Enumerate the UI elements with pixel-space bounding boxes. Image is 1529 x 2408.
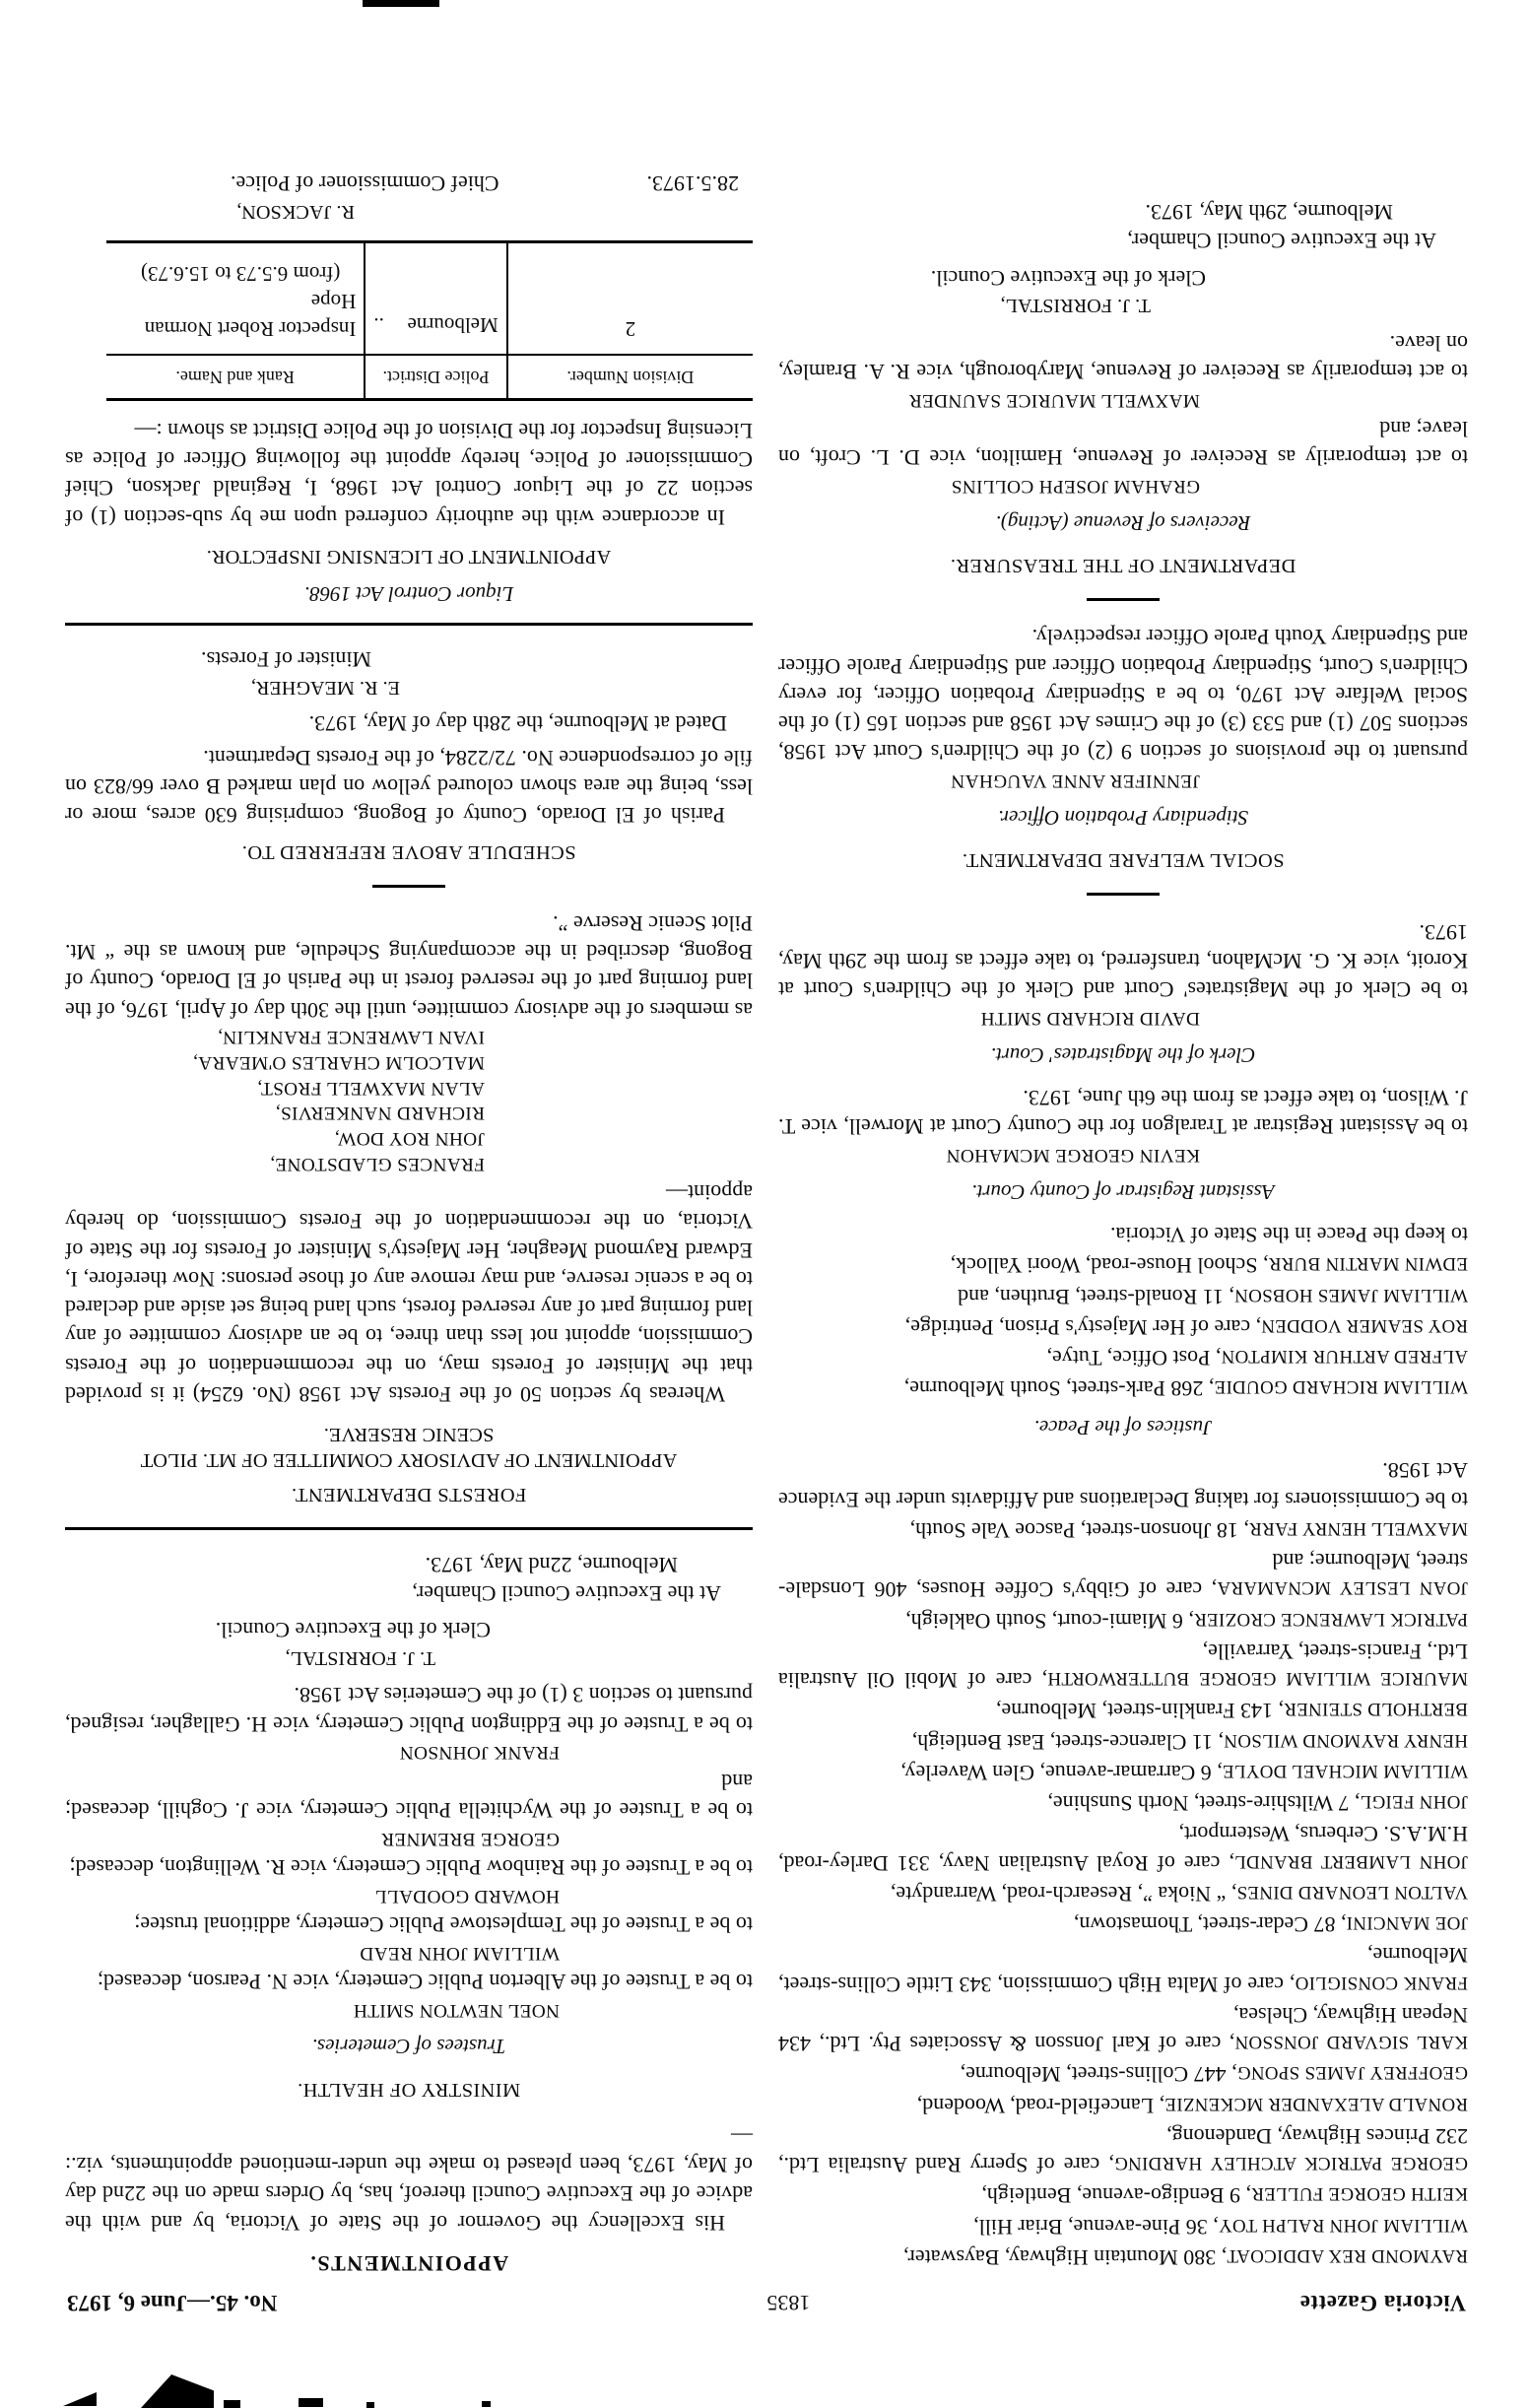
commissioner-entry: [778, 1759, 1468, 1787]
commissioner-entry: [778, 1697, 1468, 1725]
committee-member: MALCOLM CHARLES O'MEARA,: [192, 1052, 485, 1074]
receiver-body: to act temporarily as Receiver of Revenue, Hamilton, vice D. L. Croft, on leave; and: [778, 416, 1468, 471]
schedule-body: Parish of El Dorado, County of Bogong, comprising 630 acres, more or less, being the area shown coloured yellow on plan marked B over 66/823 on file of correspondence No. 72/2284, of the Forests Department.: [65, 745, 753, 829]
appointee-name: JOE MANCINI: [1346, 1912, 1468, 1934]
forests-notice-title: APPOINTMENT OF ADVISORY COMMITTEE OF MT. PILOT SCENIC RESERVE.: [140, 1423, 678, 1472]
justice-entry: [778, 1313, 1468, 1342]
commissioners-closing: to be Commissioners for taking Declarations and Affidavits under the Evidence Act 1958.: [778, 1458, 1468, 1512]
appointee-address: , 447 Collins-street, Melbourne,: [960, 2062, 1237, 2088]
scan-artifact: [363, 0, 439, 7]
right-column: [65, 169, 753, 2278]
appointee-address: , 268 Park-street, South Melbourne,: [903, 1376, 1215, 1402]
appointee-name: WILLIAM RICHARD GOUDIE: [1214, 1376, 1468, 1398]
appointee-name: MAXWELL MAURICE SAUNDER: [908, 389, 1200, 411]
appointee-address: , School House-road, Woori Yallock,: [950, 1253, 1269, 1279]
forests-body: Whereas by section 50 of the Forests Act 1958 (No. 6254) it is provided that the Minister of Forests may, on the recommendation of the Forests Commission, appoint not less than three, to be an advisory committee of any land forming part of any reserved forest, such land being set aside and declared to be a scenic reserve, and may remove any of those persons: Now therefore, I, Edward Raymond Meagher, Her Majesty's Minister of Forests for the State of Victoria, on the recommendation of the Forests Commission, do hereby appoint—: [65, 1180, 753, 1407]
appointee-name: GRAHAM JOSEPH COLLINS: [951, 475, 1200, 497]
appointee-address: , 11 Ronald-street, Bruthen, and: [958, 1284, 1234, 1309]
signature-role: Chief Commissioner of Police.: [230, 171, 499, 197]
appointee-address: , care of Mobil Oil Australia Ltd., Francis-street, Yarraville,: [778, 1639, 1468, 1694]
justice-entry: [778, 1344, 1468, 1372]
appointee-name: WILLIAM JOHN READ: [360, 1942, 560, 1964]
committee-member: JOHN ROY DOW,: [334, 1128, 485, 1150]
appointee-address: , 380 Mountain Highway, Bayswater,: [902, 2245, 1228, 2270]
rank-and-name-cell: [106, 242, 365, 355]
licensing-inspector-table: [106, 240, 753, 400]
signature-name: E. R. MEAGHER,: [250, 677, 400, 700]
section-divider: [1087, 893, 1160, 896]
appointee-name: ROY SEAMER VODDEN: [1261, 1314, 1468, 1336]
appointee-name: GEORGE BREMNER: [380, 1828, 560, 1849]
appointee-name: PATRICK LAWRENCE CROZIER: [1193, 1608, 1468, 1630]
jackson-signature-block: [65, 169, 753, 225]
appointee-name: KARL SIGVARD JONSSON: [1234, 2032, 1468, 2053]
trustee-body: to be a Trustee of the Alberton Public Cemetery, vice N. Pearson, deceased;: [97, 1969, 753, 1994]
scan-artifact: [366, 2402, 374, 2408]
signature-name: T. J. FORRISTAL,: [285, 1647, 435, 1670]
clerk-heading: Clerk of the Magistrates' Court.: [990, 1042, 1256, 1067]
appointee-name: DAVID RICHARD SMITH: [980, 1007, 1200, 1029]
social-welfare-dept-heading: SOCIAL WELFARE DEPARTMENT.: [962, 849, 1285, 872]
clerk-body: to be Clerk of the Magistrates' Court and Clerk of the Children's Court at Koroit, vice K. G. McMahon, transferred, to take effect as from the 29th May, 1973.: [778, 919, 1468, 1003]
commissioner-entry: [778, 1728, 1468, 1757]
committee-member: RICHARD NANKERVIS,: [275, 1103, 485, 1124]
signature-date: 28.5.1973.: [646, 171, 739, 197]
commissioner-entry: [778, 1516, 1468, 1545]
division-number-cell: 2: [625, 317, 636, 342]
publication-title: Victoria Gazette: [1299, 2291, 1466, 2315]
appointee-address: , 9 Bendigo-avenue, Bentleigh,: [981, 2183, 1252, 2209]
signature-place: At the Executive Council Chamber,: [1127, 229, 1436, 254]
officer-rank-name: Inspector Robert Norman Hope: [144, 290, 357, 342]
appointee-name: HENRY RAYMOND WILSON: [1224, 1729, 1468, 1751]
column-header-division-number: Division Number.: [507, 355, 753, 399]
appointee-name: RONALD ALEXANDER MCKENZIE: [1164, 2093, 1468, 2114]
appointee-name: VALTON LEONARD DINES: [1236, 1882, 1468, 1903]
treasurer-dept-heading: DEPARTMENT OF THE TREASURER.: [950, 555, 1296, 577]
committee-member: FRANCES GLADSTONE,: [269, 1153, 485, 1174]
appointments-heading: APPOINTMENTS.: [308, 2251, 509, 2276]
appointee-address: , care of Malta High Commission, 343 Little Collins-street, Melbourne,: [778, 1943, 1468, 1997]
social-welfare-body: pursuant to the provisions of section 9 (2) of the Children's Court Act 1958, sections 507 (1) and 533 (3) of the Crimes Act 1958 and section 165 (1) of the Social Welfare Act 1970, to be a Stipendiary Probation Officer, for every Children's Court, Stipendiary Probation Officer and Stipendiary Parole Officer and Stipendiary Youth Parole Officer respectively.: [778, 625, 1468, 766]
appointee-name: WILLIAM JAMES HOBSON: [1233, 1284, 1468, 1305]
forests-body-continued: as members of the advisory committee, until the 30th day of April, 1976, of the land forming part of the reserved forest in the Parish of El Dorado, County of Bogong, described in the accompanying Schedule, and known as the “ Mt. Pilot Scenic Reserve ”.: [65, 910, 753, 1023]
appointee-address: , “ Nioka ”, Research-road, Warrandyte,: [890, 1882, 1237, 1906]
commissioner-entry: [778, 2092, 1468, 2120]
scan-artifact: [299, 2398, 323, 2407]
justice-entry: [778, 1251, 1468, 1280]
commissioner-entry: [778, 2001, 1468, 2059]
appointee-name: RAYMOND REX ADDICOAT: [1227, 2245, 1468, 2266]
justice-entry: [778, 1282, 1468, 1310]
appointee-address: , 36 Pine-avenue, Briar Hill,: [973, 2214, 1219, 2240]
signature-name: R. JACKSON,: [236, 201, 355, 224]
appointee-name: FRANK CONSIGLIO: [1295, 1972, 1468, 1993]
appointee-name: MAURICE WILLIAM GEORGE BUTTERWORTH: [1047, 1668, 1468, 1690]
appointee-address: , 11 Clarence-street, East Bentleigh,: [911, 1729, 1225, 1755]
signature-date: Melbourne, 29th May, 1973.: [1145, 200, 1393, 226]
appointee-address: , Post Office, Tutye,: [1046, 1346, 1222, 1371]
section-divider: [372, 885, 445, 888]
appointee-name: HOWARD GOODALL: [374, 1885, 560, 1906]
registrar-heading: Assistant Registrar of County Court.: [971, 1179, 1275, 1204]
commissioner-entry: [778, 1910, 1468, 1939]
commissioner-entry: [778, 2213, 1468, 2241]
commissioner-entry: [778, 1880, 1468, 1908]
appointments-intro: His Excellency the Governor of the State of Victoria, by and with the advice of the Executive Council thereof, has, by Orders made on the 22nd day of May, 1973, been pleased to make the under-mentioned appointments, viz.:—: [65, 2124, 753, 2236]
column-header-police-district: Police District.: [365, 355, 506, 399]
column-header-rank-and-name: Rank and Name.: [106, 355, 365, 399]
page-number: 1835: [766, 2291, 811, 2315]
commissioner-entry: [778, 1789, 1468, 1818]
justice-entry: [778, 1374, 1468, 1403]
signature-role: Clerk of the Executive Council.: [930, 265, 1206, 291]
section-divider: [1087, 598, 1160, 601]
committee-member: IVAN LAWRENCE FRANKLIN,: [217, 1027, 485, 1048]
appointee-address: , care of Her Majesty's Prison, Pentridge,: [904, 1314, 1262, 1340]
appointee-name: FRANK JOHNSON: [399, 1742, 560, 1764]
schedule-heading: SCHEDULE ABOVE REFERRED TO.: [241, 840, 576, 863]
trustees-heading: Trustees of Cemeteries.: [311, 2035, 506, 2059]
trustee-body: to be a Trustee of the Rainbow Public Cemetery, vice R. Wellington, deceased;: [69, 1854, 753, 1880]
appointee-name: BERTHOLD STEINER: [1284, 1699, 1468, 1720]
commissioner-entry: [778, 1607, 1468, 1636]
notice-divider: [65, 623, 753, 626]
district-name: Melbourne: [407, 313, 499, 338]
trustee-body: to be a Trustee of the Eddington Public Cemetery, vice H. Gallagher, resigned, pursuant to section 3 (1) of the Cemeteries Act 1958.: [65, 1683, 753, 1737]
liquor-act-heading: Liquor Control Act 1968.: [303, 582, 514, 607]
receiver-body: to act temporarily as Receiver of Revenue, Maryborough, vice R. A. Bramley, on leave.: [778, 330, 1468, 384]
appointee-name: JOAN LESLEY MCNAMARA: [1217, 1577, 1468, 1599]
liquor-notice-title: APPOINTMENT OF LICENSING INSPECTOR.: [206, 546, 612, 569]
running-head: [67, 2290, 1466, 2315]
notice-divider: [65, 1528, 753, 1531]
appointee-address: , care of Sperry Rand Australia Ltd., 232 Princes Highway, Dandenong,: [777, 2124, 1468, 2178]
signature-name: T. J. FORRISTAL,: [1000, 295, 1151, 317]
issue-number: No. 45.—June 6, 1973: [67, 2291, 278, 2315]
receivers-heading: Receivers of Revenue (Acting).: [995, 510, 1251, 535]
dot-leader: ..: [373, 313, 384, 338]
commissioner-entry: [778, 1820, 1468, 1878]
table-header-row: [106, 355, 753, 399]
signature-date: Melbourne, 22nd May, 1973.: [425, 1552, 678, 1577]
appointee-address: , Lancefield-road, Woodend,: [916, 2093, 1165, 2118]
appointee-address: , care of Royal Australian Navy, 331 Darley-road, H.M.A.S. Cerberus, Westernport,: [778, 1822, 1468, 1876]
appointee-address: , 6 Carramar-avenue, Glen Waverley,: [900, 1761, 1223, 1785]
appointee-address: , 143 Franklin-street, Melbourne,: [995, 1699, 1285, 1724]
appointee-address: , 87 Cedar-street, Thomastown,: [1073, 1912, 1347, 1938]
scan-artifact: [224, 2400, 240, 2408]
commissioner-entry: [778, 2243, 1468, 2272]
left-column: [778, 198, 1468, 2272]
appointee-name: KEITH GEORGE FULLER: [1251, 2183, 1468, 2205]
appointee-name: NOEL NEWTON SMITH: [353, 1999, 560, 2021]
appointee-name: JOHN FEIGL: [1360, 1791, 1468, 1813]
appointee-name: ALFRED ARTHUR KIMPTON: [1221, 1346, 1468, 1368]
appointee-name: KEVIN GEORGE MCMAHON: [946, 1144, 1200, 1166]
registrar-body: to be Assistant Registrar at Traralgon for the County Court at Morwell, vice T. J. Wilson, to take effect as from the 6th June, 1973.: [778, 1085, 1468, 1140]
appointee-name: GEOFFREY JAMES SPONG: [1236, 2062, 1468, 2084]
commissioner-entry: [778, 2181, 1468, 2210]
commissioner-entry: [778, 1941, 1468, 1999]
signature-role: Clerk of the Executive Council.: [215, 1618, 491, 1643]
appointee-name: GEORGE PATRICK ATCHLEY HARDING: [1113, 2153, 1468, 2174]
forests-dept-heading: FORESTS DEPARTMENT.: [291, 1484, 527, 1506]
appointee-name: MAXWELL HENRY FARR: [1248, 1518, 1468, 1539]
signature-place: At the Executive Council Chamber,: [412, 1581, 721, 1606]
committee-member: ALAN MAXWELL FROST,: [256, 1077, 485, 1099]
appointee-name: JENNIFER ANNE VAUGHAN: [951, 770, 1200, 792]
appointee-address: , care of Karl Jonsson & Associates Pty. Ltd., 434 Nepean Highway, Chelsea,: [778, 2003, 1468, 2057]
police-district-cell: [365, 242, 506, 355]
signature-role: Minister of Forests.: [201, 647, 371, 673]
appointee-name: JOHN LAMBERT BRANDL: [1233, 1850, 1468, 1872]
trustee-body: to be a Trustee of the Wychitella Public Cemetery, vice J. Coghill, deceased; and: [65, 1769, 753, 1823]
appointee-address: , 6 Miami-court, South Oakleigh,: [905, 1608, 1194, 1634]
liquor-body: In accordance with the authority conferred upon me by sub-section (1) of section 22 of the Liquor Control Act 1968, I, Reginald Jackson, Chief Commissioner of Police, hereby appoint the following Officer of Police as Licensing Inspector for the Division of the Police District as shown :—: [65, 418, 753, 530]
probation-officer-heading: Stipendiary Probation Officer.: [997, 806, 1249, 831]
appointee-address: , 7 Wiltshire-street, North Sunshine,: [1047, 1791, 1361, 1817]
commissioner-entry: [778, 2122, 1468, 2180]
appointee-name: WILLIAM JOHN RALPH TOY: [1218, 2214, 1468, 2236]
scan-artifact: [482, 2401, 491, 2407]
justices-heading: Justices of the Peace.: [1033, 1416, 1213, 1440]
justices-closing: to keep the Peace in the State of Victoria.: [1110, 1223, 1468, 1248]
table-row: [106, 242, 753, 355]
trustee-body: to be a Trustee of the Templestowe Public Cemetery, additional trustee;: [134, 1911, 753, 1937]
dated-line: Dated at Melbourne, the 28th day of May, 1973.: [308, 710, 727, 736]
commissioner-entry: [778, 1638, 1468, 1696]
officer-dates: (from 6.5.73 to 15.6.73): [140, 262, 341, 287]
commissioner-entry: [778, 2060, 1468, 2089]
appointee-name: EDWIN MARTIN BURR: [1268, 1253, 1468, 1275]
health-dept-heading: MINISTRY OF HEALTH.: [297, 2078, 521, 2101]
appointee-address: , care of Gibby's Coffee Houses, 406 Lonsdale-street, Melbourne; and: [778, 1549, 1468, 1603]
appointee-name: WILLIAM MICHAEL DOYLE: [1222, 1761, 1468, 1781]
appointee-address: , 18 Jhonson-street, Pascoe Vale South,: [909, 1518, 1249, 1543]
commissioner-entry: [778, 1547, 1468, 1605]
